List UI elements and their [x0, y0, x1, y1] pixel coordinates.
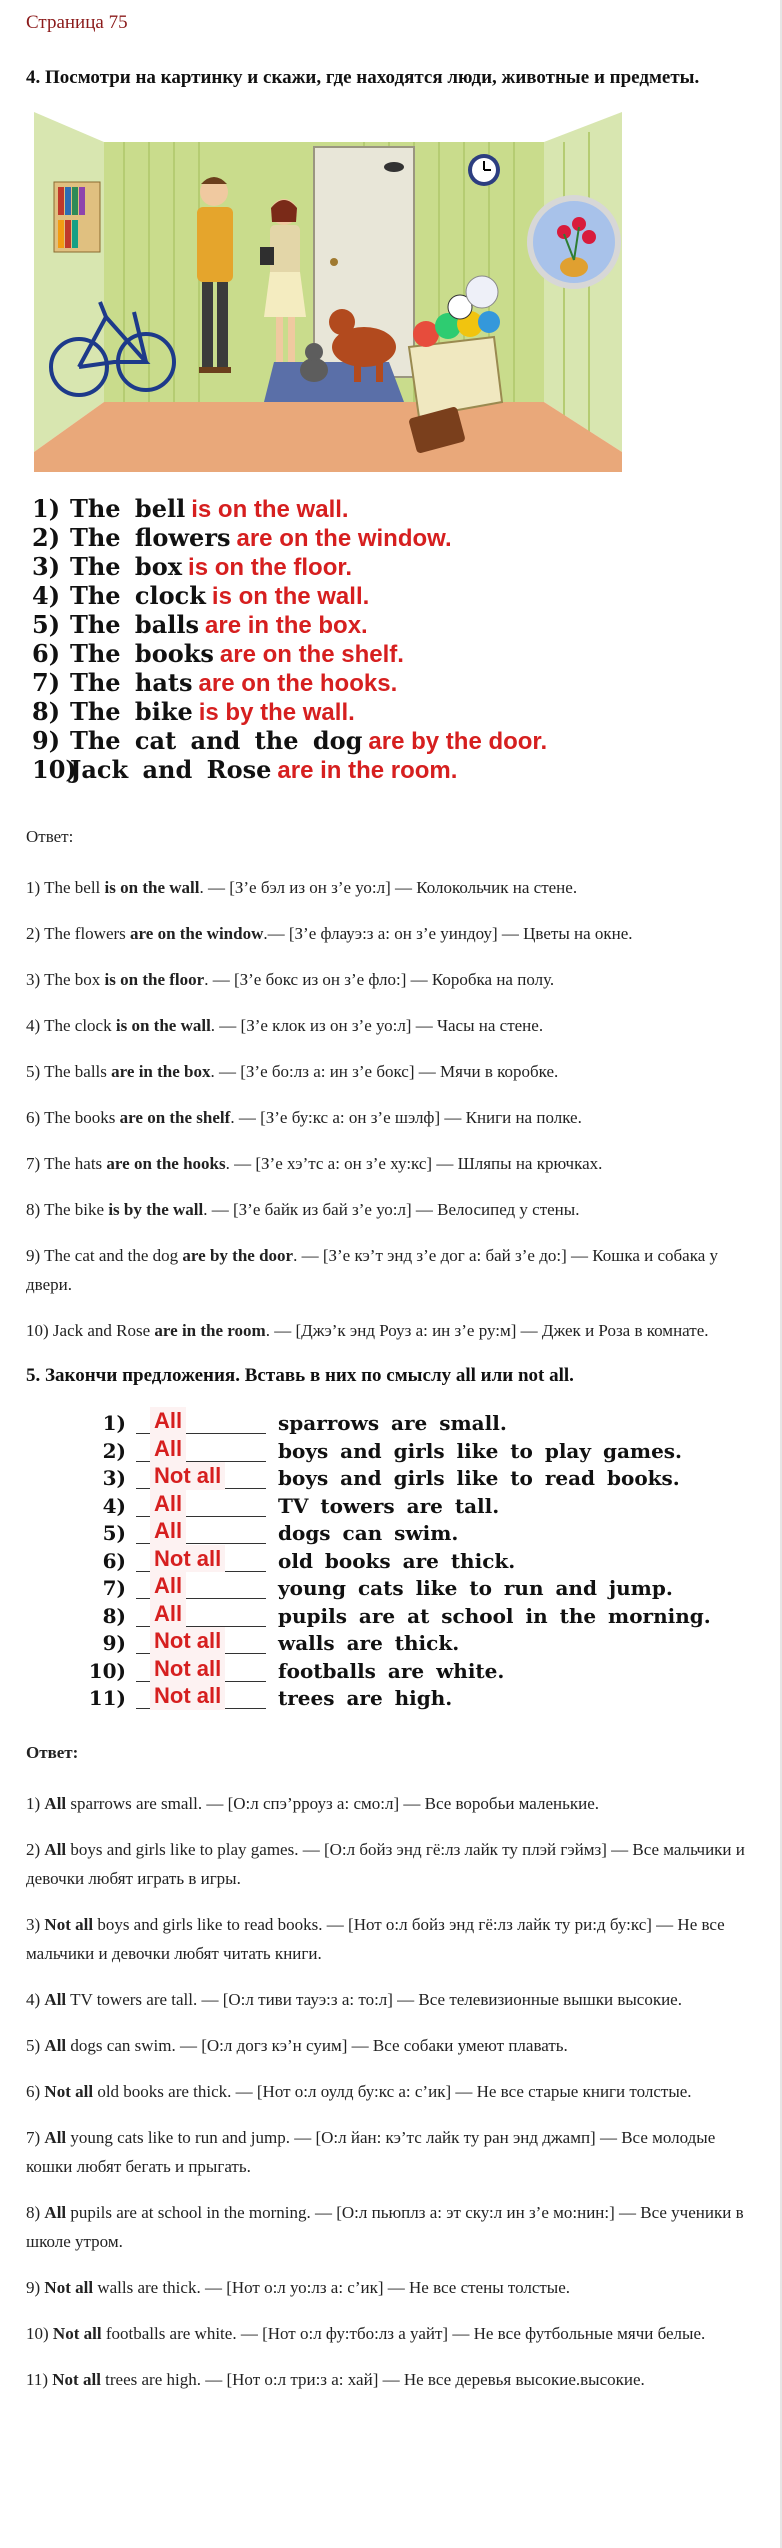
task5-item	[86, 1490, 750, 1521]
task5-item	[86, 1630, 750, 1658]
item-number: 2)	[102, 1438, 126, 1463]
fill-answer: All	[150, 1572, 186, 1600]
answer-line	[26, 2031, 750, 2060]
item-text: pupils are at school in the morning.	[278, 1603, 711, 1628]
task4-answer-label: Ответ:	[26, 827, 74, 846]
answer-bold: Not all	[44, 2277, 94, 2297]
answer-line	[26, 2198, 750, 2256]
item-number: 5)	[102, 1521, 126, 1545]
answer-bold: are on the window	[130, 924, 264, 943]
item-stem: The bell	[70, 494, 186, 523]
fill-answer: Not all	[150, 1462, 225, 1490]
answer-bold: are on the shelf	[119, 1108, 231, 1127]
answer-post: old books are thick. — [Нот о:л оулд бу:кс а: с’ик] — Не все старые книги толстые.	[93, 2081, 692, 2101]
answer-post: boys and girls like to read books. — [Нот о:л бойз энд гё:лз лайк ту ри:д бу:кс] — Не все мальчики и девочки любят читать книги.	[26, 1914, 725, 1963]
answer-pre: 11)	[26, 2369, 53, 2389]
answer-bold: are in the box	[111, 1062, 211, 1081]
item-stem: The balls	[70, 610, 200, 639]
item-stem: The bike	[70, 697, 193, 726]
answer-post: TV towers are tall. — [О:л тиви тауэ:з а: то:л] — Все телевизионные вышки высокие.	[66, 1989, 682, 2009]
task4-item	[32, 698, 750, 727]
task4-item	[32, 495, 750, 524]
answer-post: dogs can swim. — [О:л догз кэ’н суим] — Все собаки умеют плавать.	[66, 2035, 568, 2055]
item-number: 6)	[32, 639, 61, 668]
answer-pre: 3)	[26, 1914, 45, 1934]
item-number: 2)	[32, 523, 61, 552]
task4-item	[32, 582, 750, 611]
task5-item	[86, 1575, 750, 1603]
answer-bold: All	[44, 1839, 67, 1859]
task5-list	[86, 1410, 750, 1713]
item-stem: The books	[70, 639, 214, 668]
answer-line	[26, 1316, 750, 1345]
answer-post: sparrows are small. — [О:л спэ’рроуз а: смо:л] — Все воробьи маленькие.	[66, 1793, 600, 1813]
item-text: old books are thick.	[278, 1548, 516, 1573]
item-number: 1)	[32, 494, 61, 523]
answer-line	[26, 1011, 750, 1040]
fill-answer: Not all	[150, 1627, 225, 1655]
fill-blank	[136, 1600, 266, 1627]
fill-blank	[136, 1435, 266, 1462]
answer-bold: are by the door	[182, 1246, 294, 1265]
task4-item	[32, 553, 750, 582]
item-answer: is by the wall.	[198, 699, 355, 726]
answer-bold: is by the wall	[108, 1200, 204, 1219]
fill-blank	[136, 1545, 266, 1572]
item-number: 3)	[32, 552, 61, 581]
task5-item	[86, 1655, 750, 1686]
item-stem: Jack and Rose	[70, 755, 272, 784]
item-number: 9)	[32, 726, 61, 755]
answer-line	[26, 1195, 750, 1224]
answer-post: .— [З’е флауэ:з а: он з’е уиндоу] — Цветы на окне.	[263, 924, 633, 943]
answer-post: young cats like to run and jump. — [О:л йан: кэ’тс лайк ту ран энд джамп] — Все молодые кошки любят бегать и прыгать.	[26, 2127, 716, 2176]
answer-post: . — [З’е хэ’тс а: он з’е ху:кс] — Шляпы на крючках.	[225, 1154, 603, 1173]
answer-line	[26, 919, 750, 948]
item-stem: The hats	[70, 668, 193, 697]
answer-line	[26, 2365, 750, 2394]
answer-line	[26, 2319, 750, 2348]
item-text: boys and girls like to read books.	[278, 1466, 680, 1490]
answer-pre: 5) The balls	[26, 1062, 112, 1081]
fill-answer: All	[150, 1517, 186, 1545]
answer-pre: 2)	[26, 1839, 45, 1859]
answer-line	[26, 1910, 750, 1968]
answer-post: . — [З’е бокс из он з’е фло:] — Коробка на полу.	[204, 970, 555, 989]
answer-line	[26, 1985, 750, 2014]
item-number: 7)	[32, 668, 61, 697]
item-stem: The flowers	[70, 523, 231, 552]
item-text: sparrows are small.	[278, 1411, 507, 1435]
fill-answer: All	[150, 1600, 186, 1628]
answer-bold: Not all	[52, 2323, 102, 2343]
task5-answers	[26, 1789, 750, 2394]
item-text: TV towers are tall.	[278, 1493, 500, 1518]
fill-answer: All	[150, 1490, 186, 1518]
item-number: 7)	[102, 1576, 126, 1600]
item-text: young cats like to run and jump.	[278, 1576, 673, 1600]
item-number: 9)	[102, 1631, 126, 1655]
answer-bold: are in the room	[154, 1321, 266, 1340]
answer-post: boys and girls like to play games. — [О:л бойз энд гё:лз лайк ту плэй гэймз] — Все мальчики и девочки любят играть в игры.	[26, 1839, 745, 1888]
answer-pre: 6)	[26, 2081, 45, 2101]
item-answer: is on the wall.	[211, 583, 370, 610]
fill-blank	[136, 1655, 266, 1682]
task5-item	[86, 1410, 750, 1438]
task5-answer-label: Ответ:	[26, 1742, 79, 1762]
answer-line	[26, 965, 750, 994]
answer-line	[26, 1241, 750, 1299]
fill-answer: All	[150, 1435, 186, 1463]
item-answer: are on the hooks.	[198, 670, 398, 697]
item-answer: are by the door.	[368, 728, 548, 755]
answer-bold: Not all	[44, 2081, 94, 2101]
answer-pre: 1) The bell	[26, 878, 105, 897]
answer-pre: 8) The bike	[26, 1200, 109, 1219]
fill-blank	[136, 1628, 266, 1654]
fill-blank	[136, 1408, 266, 1434]
task4-list	[32, 495, 750, 785]
item-number: 8)	[32, 697, 61, 726]
task5-item	[86, 1465, 750, 1493]
task5-item	[86, 1435, 750, 1466]
task5-item	[86, 1520, 750, 1548]
answer-bold: Not all	[52, 2369, 101, 2389]
answer-post: walls are thick. — [Нот о:л уо:лз а: с’ик] — Не все стены толстые.	[93, 2277, 571, 2297]
item-number: 11)	[88, 1686, 126, 1710]
fill-answer: Not all	[150, 1655, 225, 1683]
item-stem: The box	[70, 552, 183, 581]
answer-bold: All	[44, 1989, 67, 2009]
page-content	[26, 12, 750, 2411]
item-answer: are on the shelf.	[219, 641, 404, 668]
answer-pre: 10)	[26, 2323, 53, 2343]
answer-post: trees are high. — [Нот о:л три:з а: хай] — Не все деревья высокие.высокие.	[100, 2369, 645, 2389]
answer-post: . — [З’е бо:лз а: ин з’е бокс] — Мячи в коробке.	[210, 1062, 559, 1081]
answer-line	[26, 2123, 750, 2181]
answer-line	[26, 2077, 750, 2106]
room-illustration	[34, 112, 622, 472]
fill-blank	[136, 1463, 266, 1489]
task4-item	[32, 669, 750, 698]
task5-item	[86, 1545, 750, 1576]
answer-post: pupils are at school in the morning. — [О:л пьюпл​з а: эт ску:л ин з’е мо:нин:] — Все ученики в школе утром.	[26, 2202, 744, 2251]
item-text: trees are high.	[278, 1686, 453, 1710]
task4-item	[32, 727, 750, 756]
item-stem: The clock	[70, 581, 206, 610]
item-number: 1)	[102, 1411, 126, 1435]
task4-item	[32, 524, 750, 553]
answer-post: . — [Джэ’к энд Роуз а: ин з’е ру:м] — Джек и Роза в комнате.	[265, 1321, 709, 1340]
answer-bold: Not all	[44, 1914, 94, 1934]
answer-pre: 2) The flowers	[26, 924, 131, 943]
answer-pre: 9)	[26, 2277, 45, 2297]
answer-bold: All	[44, 2035, 67, 2055]
answer-bold: All	[44, 2202, 67, 2222]
answer-pre: 4) The clock	[26, 1016, 116, 1035]
answer-post: . — [З’е бу:кс а: он з’е шэлф] — Книги на полке.	[230, 1108, 582, 1127]
fill-blank	[136, 1573, 266, 1599]
answer-bold: are on the hooks	[106, 1154, 226, 1173]
task4-item	[32, 611, 750, 640]
answer-bold: All	[44, 1793, 67, 1813]
task4-answers	[26, 873, 750, 1345]
answer-bold: All	[44, 2127, 67, 2147]
task4-heading: 4. Посмотри на картинку и скажи, где находятся люди, животные и предметы.	[26, 67, 700, 88]
item-answer: are in the box.	[205, 612, 368, 639]
task5-item	[86, 1685, 750, 1713]
answer-pre: 5)	[26, 2035, 45, 2055]
answer-pre: 4)	[26, 1989, 45, 2009]
answer-pre: 10) Jack and Rose	[26, 1321, 155, 1340]
answer-line	[26, 873, 750, 902]
task5-heading: 5. Закончи предложения. Вставь в них по смыслу all или not all.	[26, 1365, 574, 1386]
item-number: 10)	[32, 755, 77, 784]
task4-item	[32, 756, 750, 785]
item-answer: is on the wall.	[191, 496, 349, 523]
fill-answer: Not all	[150, 1545, 225, 1573]
item-number: 3)	[102, 1466, 126, 1490]
answer-bold: is on the wall	[104, 878, 200, 897]
item-answer: is on the floor.	[188, 554, 353, 581]
answer-line	[26, 1789, 750, 1818]
page-number: Страница 75	[26, 12, 128, 33]
answer-line	[26, 1057, 750, 1086]
item-answer: are on the window.	[236, 525, 452, 552]
item-number: 5)	[32, 610, 61, 639]
item-text: dogs can swim.	[278, 1521, 459, 1545]
answer-line	[26, 1149, 750, 1178]
item-text: footballs are white.	[278, 1658, 505, 1683]
answer-line	[26, 1103, 750, 1132]
answer-bold: is on the floor	[104, 970, 205, 989]
item-text: walls are thick.	[278, 1631, 460, 1655]
answer-post: . — [З’е бэл из он з’е уо:л] — Колокольчик на стене.	[199, 878, 578, 897]
fill-blank	[136, 1518, 266, 1544]
answer-post: . — [З’е кэ’т энд з’е дог а: бай з’е до:] — Кошка и собака у двери.	[26, 1246, 719, 1294]
answer-post: . — [З’е байк из бай з’е уо:л] — Велосипед у стены.	[203, 1200, 580, 1219]
task5-item	[86, 1600, 750, 1631]
answer-post: . — [З’е клок из он з’е уо:л] — Часы на стене.	[210, 1016, 544, 1035]
item-number: 4)	[32, 581, 61, 610]
answer-post: footballs are white. — [Нот о:л фу:тбо:лз а уайт] — Не все футбольные мячи белые.	[101, 2323, 706, 2343]
answer-pre: 1)	[26, 1793, 45, 1813]
answer-line	[26, 2273, 750, 2302]
item-number: 6)	[102, 1548, 126, 1573]
fill-answer: All	[150, 1407, 186, 1435]
answer-pre: 9) The cat and the dog	[26, 1246, 183, 1265]
item-number: 4)	[102, 1493, 126, 1518]
answer-line	[26, 1835, 750, 1893]
item-number: 10)	[88, 1658, 126, 1683]
answer-bold: is on the wall	[115, 1016, 211, 1035]
item-text: boys and girls like to play games.	[278, 1438, 683, 1463]
fill-blank	[136, 1490, 266, 1517]
item-answer: are in the room.	[277, 757, 458, 784]
answer-pre: 8)	[26, 2202, 45, 2222]
item-stem: The cat and the dog	[70, 726, 363, 755]
fill-blank	[136, 1683, 266, 1709]
answer-pre: 3) The box	[26, 970, 105, 989]
answer-pre: 7)	[26, 2127, 45, 2147]
task4-item	[32, 640, 750, 669]
answer-pre: 7) The hats	[26, 1154, 107, 1173]
fill-answer: Not all	[150, 1682, 225, 1710]
answer-pre: 6) The books	[26, 1108, 120, 1127]
item-number: 8)	[102, 1603, 126, 1628]
